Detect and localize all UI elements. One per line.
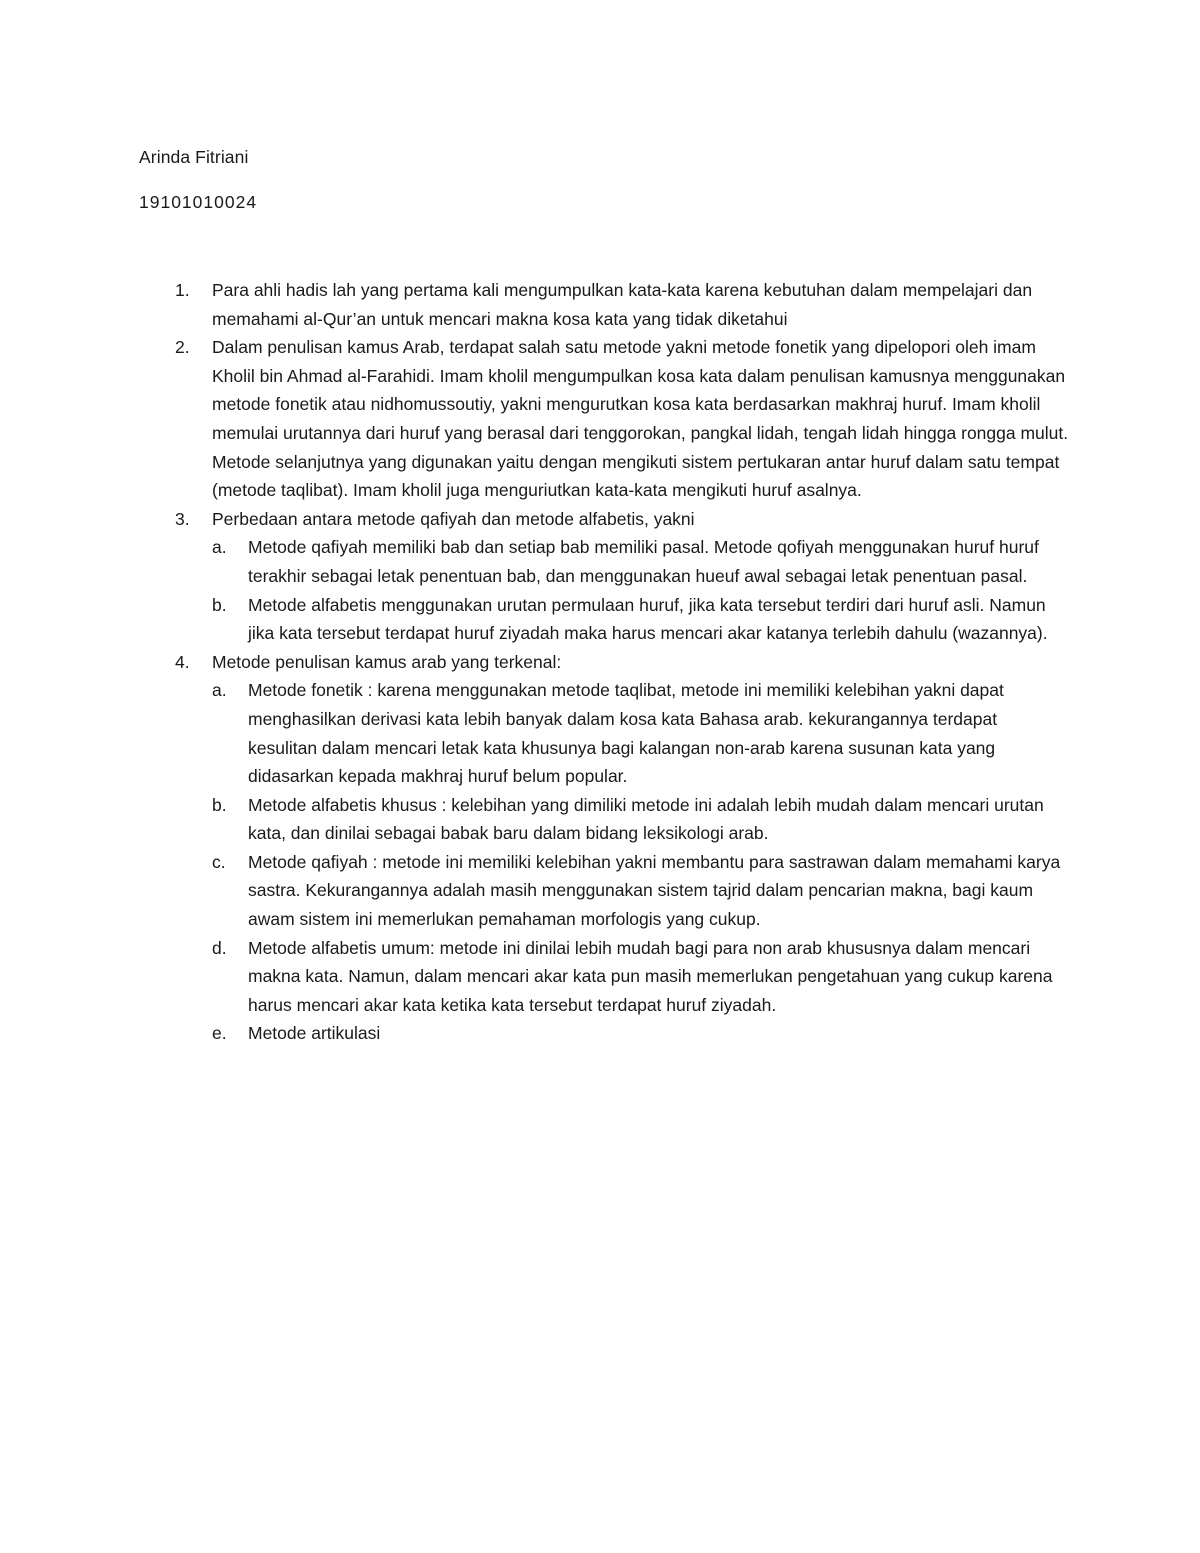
sub-list-item: [212, 1019, 1069, 1048]
sub-list-item: [212, 591, 1069, 648]
list-number: 4.: [175, 651, 190, 672]
sub-item-text: Metode artikulasi: [248, 1023, 381, 1044]
sub-list-item: [212, 533, 1069, 590]
sub-item-text: Metode alfabetis menggunakan urutan permulaan huruf, jika kata tersebut terdiri dari huruf asli. Namun jika kata tersebut terdapat huruf ziyadah maka harus mencari akar katanya terlebih dahulu (wazannya).: [248, 594, 1048, 644]
student-id-number: 19101010024: [139, 192, 258, 212]
sub-list-item: [212, 791, 1069, 848]
answer-item: [139, 648, 1069, 1048]
sub-item-text: Metode qafiyah : metode ini memiliki kelebihan yakni membantu para sastrawan dalam memahami karya sastra. Kekurangannya adalah masih menggunakan sistem tajrid dalam pencarian makna, bagi kaum awam sistem ini memerlukan pemahaman morfologis yang cukup.: [248, 851, 1061, 930]
answer-text: Dalam penulisan kamus Arab, terdapat salah satu metode yakni metode fonetik yang dipelopori oleh imam Kholil bin Ahmad al-Farahidi. Imam kholil mengumpulkan kosa kata dalam penulisan kamusnya menggunakan metode fonetik atau nidhomussoutiy, yakni mengurutkan kosa kata berdasarkan makhraj huruf. Imam kholil memulai urutannya dari huruf yang berasal dari tenggorokan, pangkal lidah, tengah lidah hingga rongga mulut. Metode selanjutnya yang digunakan yaitu dengan mengikuti sistem pertukaran antar huruf dalam satu tempat (metode taqlibat). Imam kholil juga menguriutkan kata-kata mengikuti huruf asalnya.: [212, 337, 1069, 501]
answer-item: [139, 505, 1069, 648]
answer-item: [139, 333, 1069, 505]
sub-list-letter: a.: [212, 537, 227, 558]
sub-item-text: Metode alfabetis umum: metode ini dinilai lebih mudah bagi para non arab khususnya dalam mencari makna kata. Namun, dalam mencari akar kata pun masih memerlukan pengetahuan yang cukup karena harus mencari akar kata ketika kata tersebut terdapat huruf ziyadah.: [248, 937, 1053, 1015]
sub-list-letter: d.: [212, 937, 227, 958]
sub-item-text: Metode alfabetis khusus : kelebihan yang dimiliki metode ini adalah lebih mudah dalam mencari urutan kata, dan dinilai sebagai babak baru dalam bidang leksikologi arab.: [248, 794, 1044, 844]
sub-list-letter: b.: [212, 794, 227, 815]
sub-list-item: [212, 676, 1069, 790]
sub-list-letter: a.: [212, 680, 227, 701]
sub-list-item: [212, 934, 1069, 1020]
sub-item-text: Metode fonetik : karena menggunakan metode taqlibat, metode ini memiliki kelebihan yakni dapat menghasilkan derivasi kata lebih banyak dalam kosa kata Bahasa arab. kekurangannya terdapat kesulitan dalam mencari letak kata khusunya bagi kalangan non-arab karena susunan kata yang didasarkan kepada makhraj huruf belum popular.: [248, 680, 1004, 787]
sub-list-letter: c.: [212, 851, 226, 872]
answer-list: [139, 276, 1069, 1048]
list-number: 1.: [175, 280, 190, 300]
sub-list: [212, 533, 1069, 647]
answer-text: Perbedaan antara metode qafiyah dan metode alfabetis, yakni: [212, 508, 695, 529]
sub-list-letter: e.: [212, 1023, 227, 1044]
sub-list-letter: b.: [212, 594, 227, 615]
list-number: 2.: [175, 337, 190, 358]
answer-text: Para ahli hadis lah yang pertama kali mengumpulkan kata-kata karena kebutuhan dalam mempelajari dan memahami al-Qur’an untuk mencari makna kosa kata yang tidak diketahui: [212, 280, 1033, 329]
answer-item: [139, 276, 1069, 333]
sub-list-item: [212, 848, 1069, 934]
author-name: Arinda Fitriani: [139, 147, 249, 167]
answer-text: Metode penulisan kamus arab yang terkenal:: [212, 651, 562, 672]
sub-list: [212, 676, 1069, 1048]
sub-item-text: Metode qafiyah memiliki bab dan setiap bab memiliki pasal. Metode qofiyah menggunakan huruf huruf terakhir sebagai letak penentuan bab, dan menggunakan hueuf awal sebagai letak penentuan pasal.: [248, 537, 1039, 586]
list-number: 3.: [175, 508, 190, 529]
